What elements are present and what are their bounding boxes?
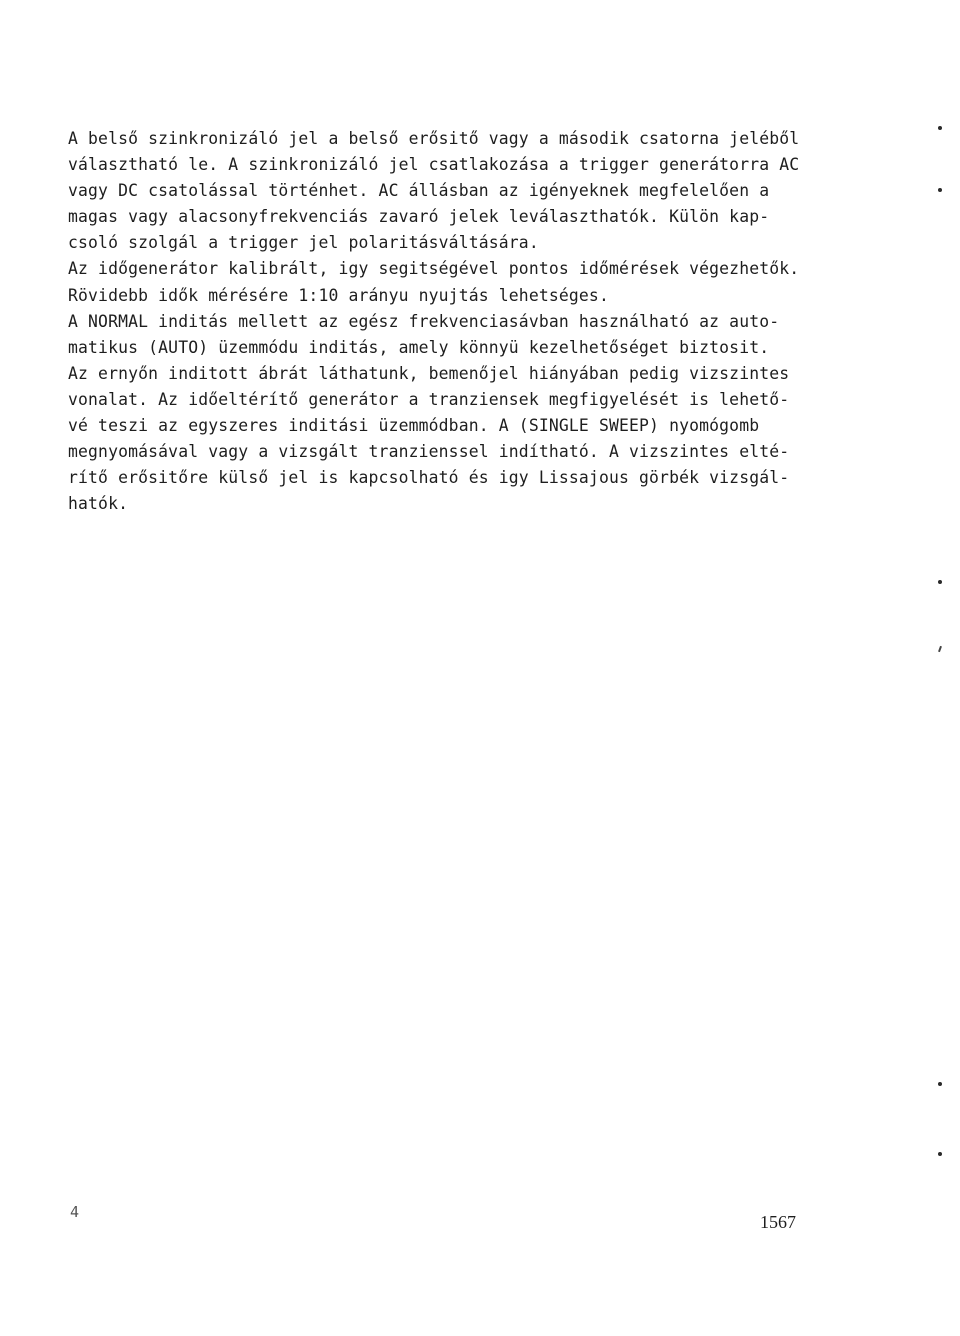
text-line: vonalat. Az időeltérítő generátor a tranziensek megfigyelését is lehető- (68, 389, 790, 409)
scan-speck (938, 1152, 942, 1156)
body-text (68, 126, 848, 517)
text-line: rítő erősitőre külső jel is kapcsolható és igy Lissajous görbék vizsgál- (68, 468, 790, 488)
page-number: 1567 (760, 1212, 796, 1232)
text-line: Az ernyőn inditott ábrát láthatunk, bemenőjel hiányában pedig vizszintes (68, 363, 790, 383)
text-line: A belső szinkronizáló jel a belső erősitő vagy a második csatorna jeléből (68, 129, 800, 148)
scan-speck (938, 580, 942, 584)
text-line: vé teszi az egyszeres inditási üzemmódban. A (SINGLE SWEEP) nyomógomb (68, 416, 760, 436)
text-line: magas vagy alacsonyfrekvenciás zavaró jelek leválaszthatók. Külön kap- (68, 207, 770, 227)
text-line: csoló szolgál a trigger jel polaritásváltására. (68, 233, 539, 253)
text-line: Rövidebb idők mérésére 1:10 arányu nyujtás lehetséges. (68, 285, 609, 305)
footer-mark: 4 (70, 1203, 80, 1221)
text-line: matikus (AUTO) üzemmódu inditás, amely könnyü kezelhetőséget biztosit. (68, 337, 770, 357)
scan-speck (938, 126, 942, 130)
text-line: Az időgenerátor kalibrált, igy segitségével pontos időmérések végezhetők. (68, 259, 800, 279)
text-line: hatók. (68, 494, 129, 514)
text-line: vagy DC csatolással történhet. AC állásban az igényeknek megfelelően a (68, 181, 770, 201)
text-line: választható le. A szinkronizáló jel csatlakozása a trigger generátorra AC (68, 155, 800, 175)
text-line: megnyomásával vagy a vizsgált tranzienssel indítható. A vizszintes elté- (68, 442, 790, 462)
text-line: A NORMAL inditás mellett az egész frekvenciasávban használható az auto- (68, 311, 780, 331)
scan-speck (938, 188, 942, 192)
scan-mark (938, 646, 942, 652)
scan-speck (938, 1082, 942, 1086)
